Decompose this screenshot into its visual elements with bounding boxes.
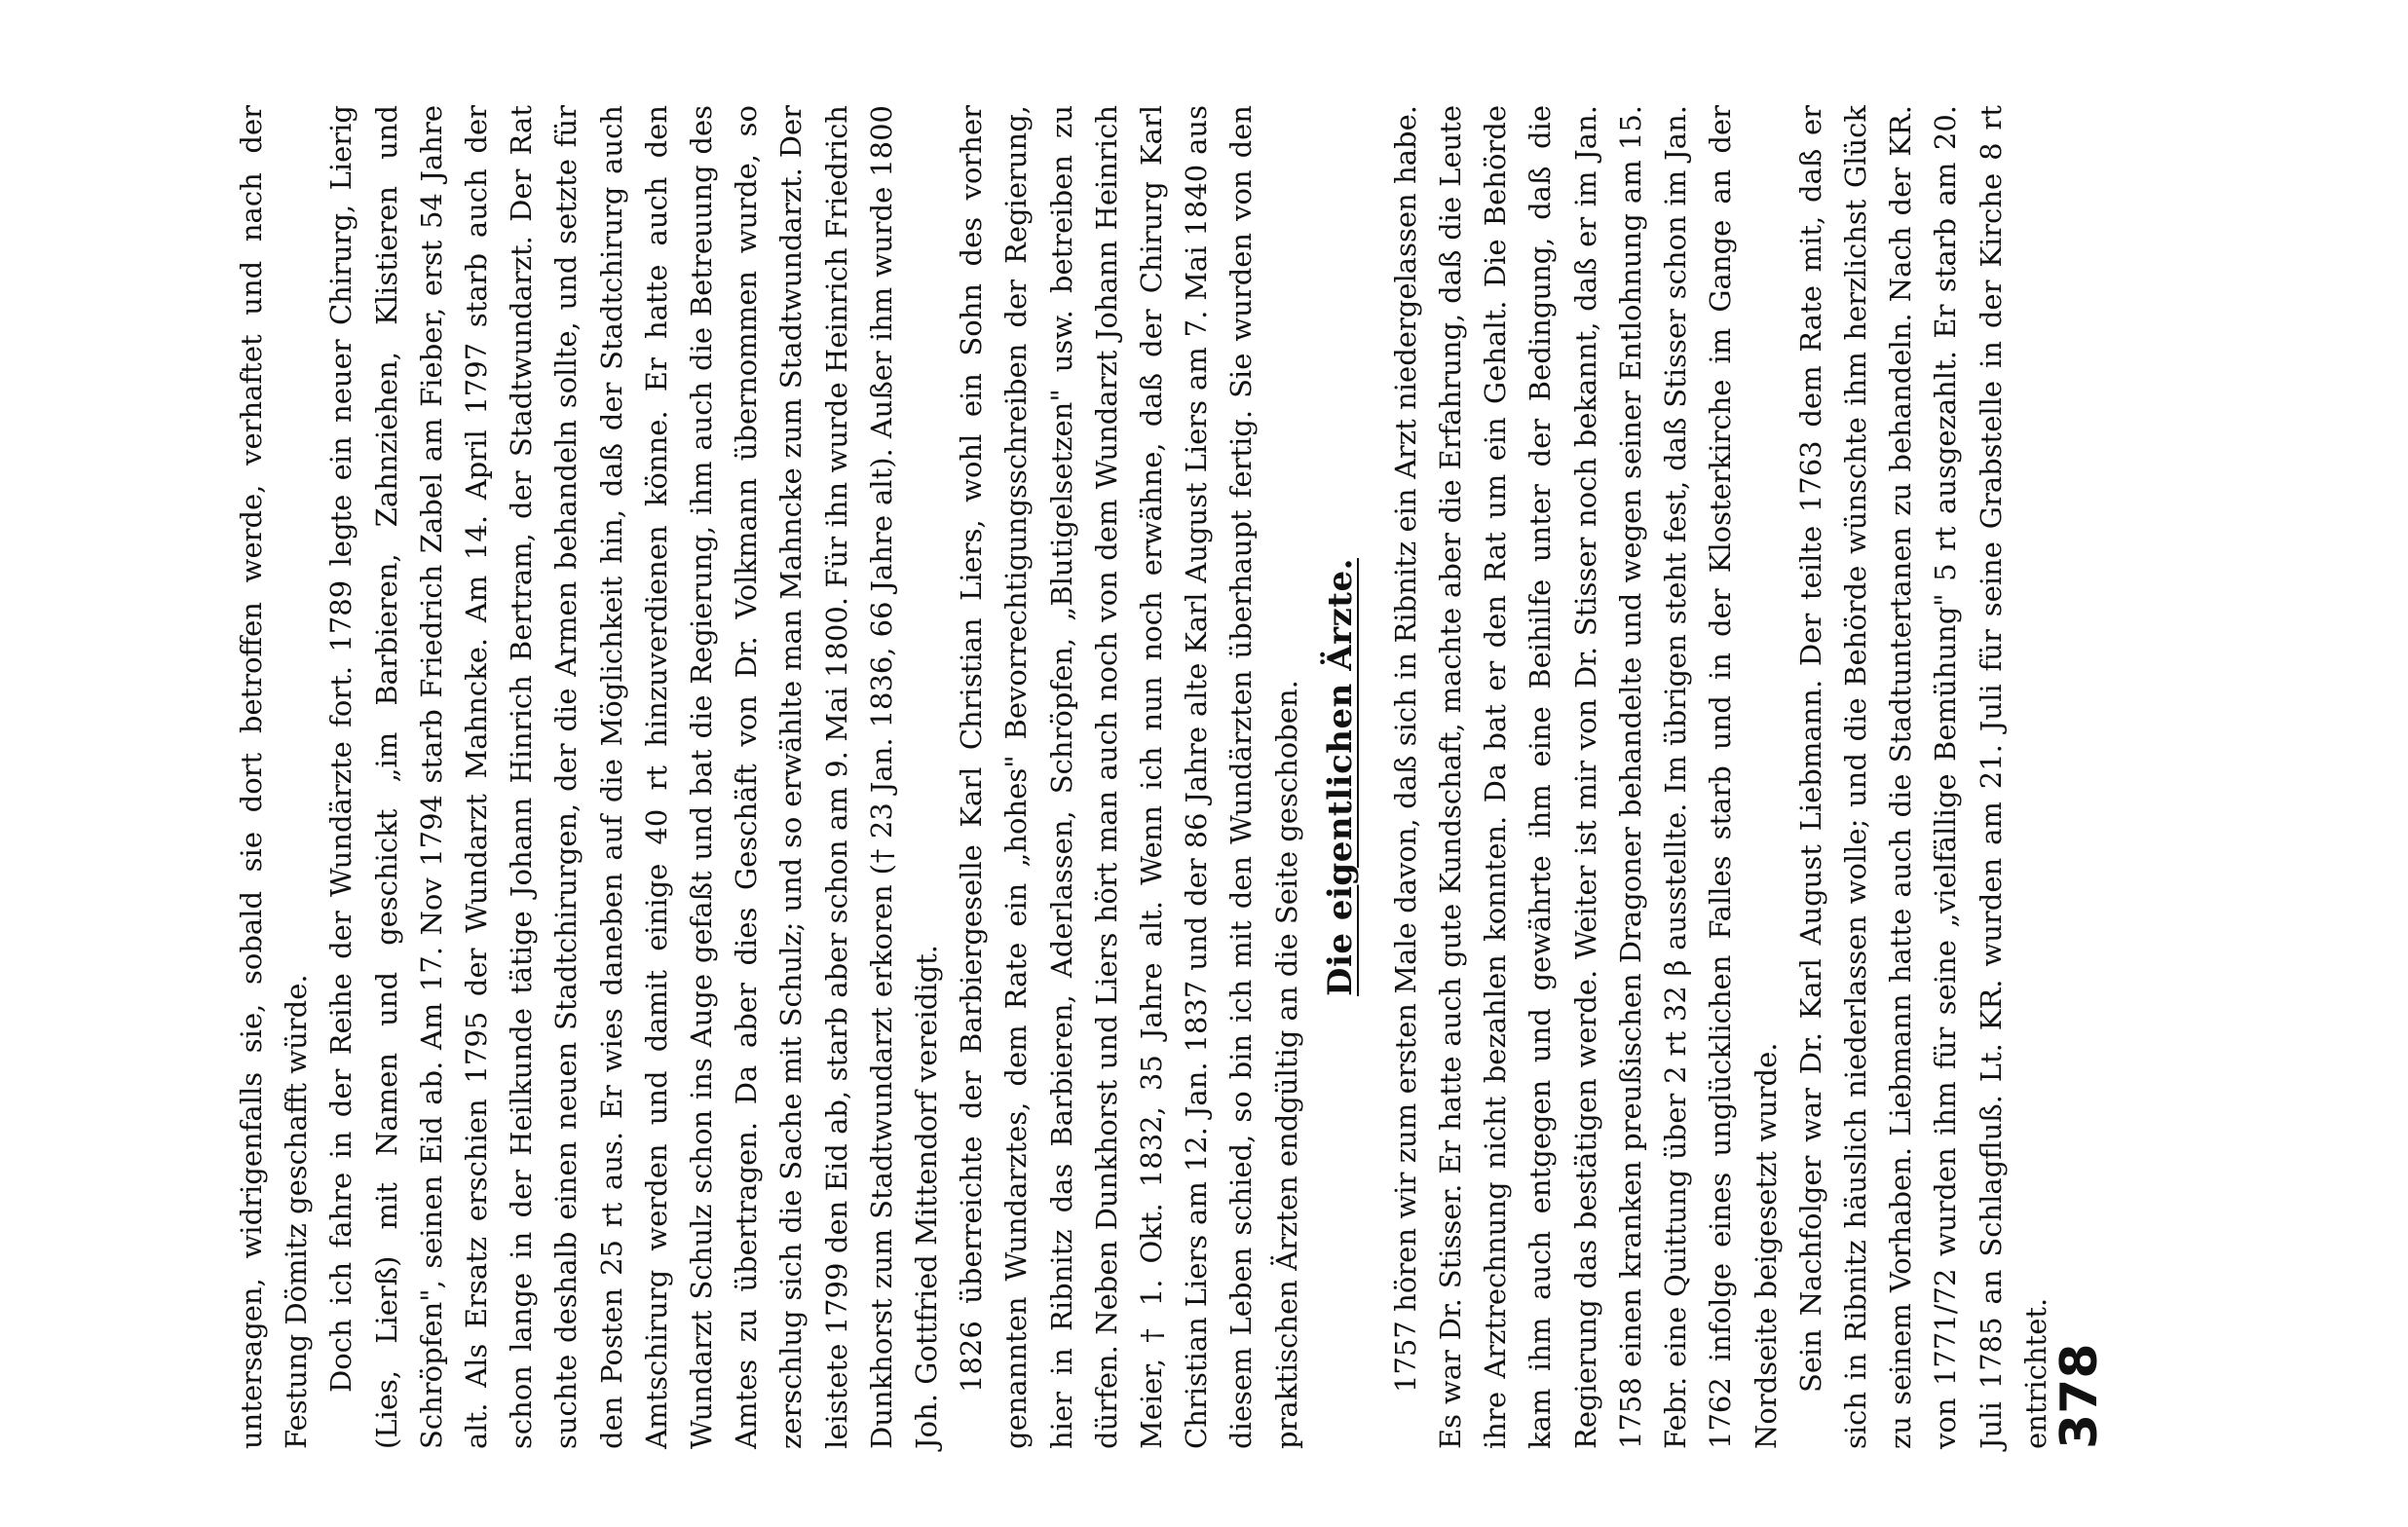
paragraph-2: Doch ich fahre in der Reihe der Wundärzte fort. 1789 legte ein neuer Chirurg, Lierig (Lies, Lierß) mit Namen und geschickt „im Barbieren, Zahnziehen, Klistieren und Schröpfen", seinen Eid ab. Am 17. Nov 1794 starb Friedrich Zabel am Fieber, erst 54 Jahre alt. Als Ersatz erschien 1795 der Wundarzt Mahncke. Am 14. April 1797 starb auch der schon lange in der Heilkunde tätige Johann Hinrich Bertram, der Stadtwundarzt. Der Rat suchte deshalb einen neuen Stadtchirurgen, der die Armen behandeln sollte, und setzte für den Posten 25 rt aus. Er wies daneben auf die Möglichkeit hin, daß der Stadtchirurg auch Amtschirurg werden und damit einige 40 rt hinzuverdienen könne. Er hatte auch den Wundarzt Schulz schon ins Auge gefaßt und bat die Regierung, ihm auch die Betreuung des Amtes zu übertragen. Da aber dies Geschäft von Dr. Volkmann übernommen wurde, so zerschlug sich die Sache mit Schulz; und so erwählte man Mahncke zum Stadtwundarzt. Der leistete 1799 den Eid ab, starb aber schon am 9. Mai 1800. Für ihn wurde Heinrich Friedrich Dunkhorst zum Stadtwundarzt erkoren († 23 Jan. 1836, 66 Jahre alt). Außer ihm wurde 1800 Joh. Gottfried Mittendorf vereidigt. <box>324 105 944 1449</box>
paragraph-3: 1826 überreichte der Barbiergeselle Karl Christian Liers, wohl ein Sohn des vorher genannten Wundarztes, dem Rate ein „hohes" Bevorrechtigungsschreiben der Regierung, hier in Ribnitz das Barbieren, Aderlassen, Schröpfen, „Blutigelsetzen" usw. betreiben zu dürfen. Neben Dunkhorst und Liers hört man auch noch von dem Wundarzt Johann Heinrich Meier, † 1. Okt. 1832, 35 Jahre alt. Wenn ich nun noch erwähne, daß der Chirurg Karl Christian Liers am 12. Jan. 1837 und der 86 Jahre alte Karl August Liers am 7. Mai 1840 aus diesem Leben schied, so bin ich mit den Wundärzten überhaupt fertig. Sie wurden von den praktischen Ärzten endgültig an die Seite geschoben. <box>955 105 1303 1449</box>
paragraph-5: Sein Nachfolger war Dr. Karl August Liebmann. Der teilte 1763 dem Rate mit, daß er sich in Ribnitz häuslich niederlassen wolle; und die Behörde wünschte ihm herzlichst Glück zu seinem Vorhaben. Liebmann hatte auch die Stadtuntertanen zu behandeln. Nach der KR. von 1771/72 wurden ihm für seine „vielfällige Bemühung" 5 rt ausgezahlt. Er starb am 20. Juli 1785 an Schlagfluß. Lt. KR. wurden am 21. Juli für seine Grabstelle in der Kirche 8 rt entrichtet. <box>1793 105 2052 1449</box>
rotated-text-block <box>229 105 2177 1449</box>
paragraph-4: 1757 hören wir zum ersten Male davon, daß sich in Ribnitz ein Arzt niedergelassen habe. Es war Dr. Stisser. Er hatte auch gute Kundschaft, machte aber die Erfahrung, daß die Leute ihre Arztrechnung nicht bezahlen konnten. Da bat er den Rat um ein Gehalt. Die Behörde kam ihm auch entgegen und gewährte ihm eine Beihilfe unter der Bedingung, daß die Regierung das bestätigen werde. Weiter ist mir von Dr. Stisser noch bekannt, daß er im Jan. 1758 einen kranken preußischen Dragoner behandelte und wegen seiner Entlohnung am 15. Febr. eine Quittung über 2 rt 32 β ausstellte. Im übrigen steht fest, daß Stisser schon im Jan. 1762 infolge eines unglücklichen Falles starb und in der Klosterkirche im Gange an der Nordseite beigesetzt wurde. <box>1388 105 1783 1449</box>
page-body <box>229 105 2058 1449</box>
page-number: 378 <box>2051 1343 2109 1449</box>
section-heading: Die eigentlichen Ärzte. <box>1320 558 1360 996</box>
paragraph-1: untersagen, widrigenfalls sie, sobald sie dort betroffen werde, verhaftet und nach der Festung Dömitz geschafft würde. <box>235 105 314 1449</box>
